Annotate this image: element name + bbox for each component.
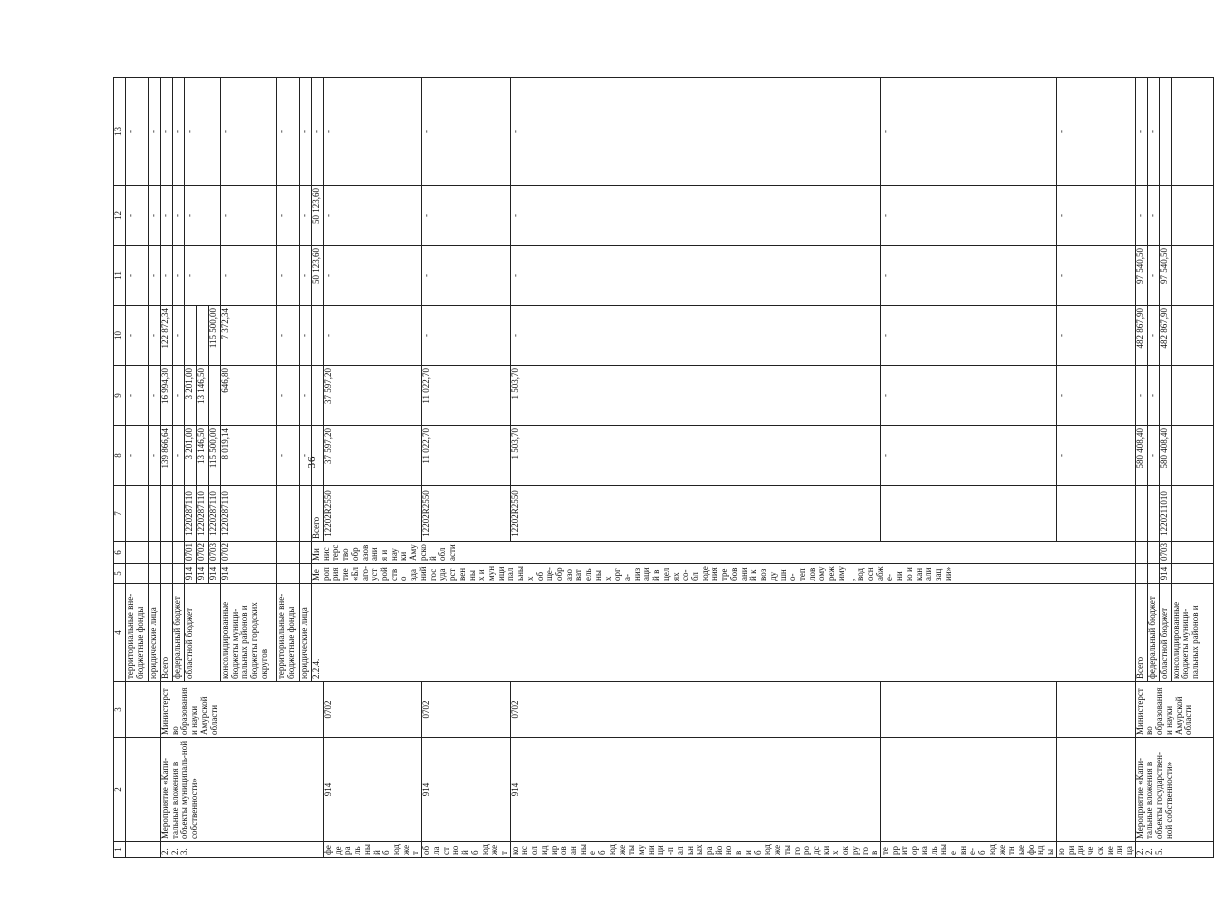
cell — [173, 486, 185, 542]
column-number: 2 — [114, 738, 126, 842]
cell — [1171, 426, 1213, 486]
source-label: областной бюджет — [422, 842, 510, 858]
cell — [161, 486, 173, 542]
rotated-table-wrapper — [113, 78, 1201, 858]
cell — [1159, 186, 1171, 246]
cell: - — [1056, 426, 1135, 486]
cell — [1171, 186, 1213, 246]
cell: - — [1147, 246, 1159, 306]
cell: - — [185, 246, 221, 306]
cell — [1135, 564, 1147, 584]
cell: - — [149, 78, 161, 186]
column-number: 4 — [114, 584, 126, 682]
cell: - — [149, 366, 161, 426]
cell — [185, 306, 197, 366]
cell: 13 146,50 — [197, 426, 209, 486]
column-number: 10 — [114, 306, 126, 366]
table-row — [1135, 78, 1147, 858]
source-label: территориальные вне-бюджетные фонды — [880, 842, 1056, 858]
cell: - — [173, 366, 185, 426]
cell: - — [126, 426, 149, 486]
table-row — [880, 78, 1056, 858]
measure-number: 2.2.5. — [1135, 842, 1213, 858]
source-label: территориальные вне-бюджетные фонды — [277, 584, 300, 682]
cell: 16 994,30 — [161, 366, 173, 426]
cell: - — [1147, 306, 1159, 366]
cell — [173, 542, 185, 564]
source-label: федеральный бюджет — [1147, 584, 1159, 682]
measure-name: Мероприятие «Капи-тальные вложения в объекты муниципаль-ной собственности» — [161, 738, 324, 842]
source-label: юридические лица — [1056, 842, 1135, 858]
cell: 122 872,34 — [161, 306, 173, 366]
cell: - — [510, 246, 880, 306]
cell: 914 — [1159, 564, 1171, 584]
cell: - — [277, 426, 300, 486]
measure-name: Мероприятие «Капи-тальные вложения в объекты государствен-ной собственности» — [1135, 738, 1213, 842]
cell: - — [1056, 366, 1135, 426]
cell: - — [880, 186, 1056, 246]
cell: - — [880, 306, 1056, 366]
cell: - — [277, 186, 300, 246]
cell: - — [1147, 426, 1159, 486]
cell: - — [1147, 78, 1159, 186]
cell: - — [161, 186, 173, 246]
cell: - — [126, 246, 149, 306]
cell: - — [221, 186, 277, 246]
cell — [1147, 542, 1159, 564]
cell — [1171, 366, 1213, 426]
cell: - — [422, 246, 510, 306]
cell: - — [422, 306, 510, 366]
cell: 914 — [422, 738, 510, 842]
cell: 580 408,40 — [1159, 426, 1171, 486]
cell: 12202R2550 — [324, 486, 422, 542]
cell: 1 503,70 — [510, 366, 880, 426]
cell: 1220287110 — [197, 486, 209, 542]
cell: - — [161, 246, 173, 306]
cell — [1171, 486, 1213, 542]
cell: - — [300, 246, 312, 306]
source-label: областной бюджет — [1159, 584, 1171, 682]
cell: 0701 — [185, 542, 197, 564]
cell: - — [510, 78, 880, 186]
source-label: федеральный бюджет — [324, 842, 422, 858]
cell — [161, 542, 173, 564]
cell: - — [1056, 186, 1135, 246]
source-label: областной бюджет — [185, 584, 221, 682]
cell — [173, 564, 185, 584]
cell: 1220211010 — [1159, 486, 1171, 542]
cell: 50 123,60 — [312, 246, 324, 306]
cell: - — [149, 306, 161, 366]
cell: - — [149, 426, 161, 486]
table-row — [510, 78, 880, 858]
source-label: Всего — [161, 584, 173, 682]
cell: - — [149, 186, 161, 246]
cell — [1135, 542, 1147, 564]
cell: 914 — [510, 738, 880, 842]
cell: - — [510, 306, 880, 366]
cell: - — [161, 78, 173, 186]
cell: 37 597,20 — [324, 366, 422, 426]
cell — [1171, 246, 1213, 306]
cell: - — [277, 78, 300, 186]
cell: - — [880, 426, 1056, 486]
cell: 97 540,50 — [1135, 246, 1147, 306]
cell: 580 408,40 — [1135, 426, 1147, 486]
cell: - — [173, 186, 185, 246]
cell: - — [300, 426, 312, 486]
column-number: 8 — [114, 426, 126, 486]
cell: - — [300, 78, 312, 186]
cell: - — [880, 246, 1056, 306]
cell: - — [324, 186, 422, 246]
column-number: 11 — [114, 246, 126, 306]
cell: - — [185, 186, 221, 246]
cell: - — [1147, 366, 1159, 426]
cell — [312, 306, 324, 366]
source-label: юридические лица — [149, 584, 161, 682]
cell: 914 — [209, 564, 221, 584]
page-number: 36 — [306, 455, 318, 469]
table-row — [161, 78, 173, 858]
source-label: консолидированные бюджеты муници-пальных районов и бюджеты городских округов — [510, 842, 880, 858]
cell — [1171, 306, 1213, 366]
cell: - — [324, 306, 422, 366]
column-number: 1 — [114, 842, 126, 858]
cell: - — [1056, 78, 1135, 186]
cell: 115 500,00 — [209, 306, 221, 366]
cell: - — [324, 78, 422, 186]
table-row — [422, 78, 510, 858]
table-row — [1056, 78, 1135, 858]
cell: - — [173, 246, 185, 306]
cell: 37 597,20 — [324, 426, 422, 486]
cell: - — [324, 246, 422, 306]
cell — [1135, 486, 1147, 542]
column-number: 3 — [114, 682, 126, 738]
cell: - — [312, 78, 324, 186]
cell: 1220287110 — [185, 486, 197, 542]
cell: 12202R2550 — [422, 486, 510, 542]
cell: 11 022,70 — [422, 426, 510, 486]
budget-table — [113, 77, 1214, 858]
cell — [312, 426, 324, 486]
cell: - — [422, 186, 510, 246]
cell: 13 146,50 — [197, 366, 209, 426]
cell: - — [880, 78, 1056, 186]
cell: 482 867,90 — [1159, 306, 1171, 366]
cell — [312, 366, 324, 426]
source-label: консолидированные бюджеты муници-пальных районов и — [1171, 584, 1213, 682]
cell: - — [880, 366, 1056, 426]
cell — [209, 366, 221, 426]
source-label: консолидированные бюджеты муници-пальных районов и бюджеты городских округов — [221, 584, 277, 682]
measure-number: 2.2.4. — [312, 584, 1136, 682]
measure-name: Мероприятие «Благо-устройство зданий государственных и муниципальных обще-образовательных орга-низаций в целях со-блюдения требований к воздушно-тепловому режиму, водоснабже-нию и канализации» — [312, 564, 1136, 584]
cell: 3 201,00 — [185, 366, 197, 426]
cell — [126, 738, 161, 842]
cell: 646,80 — [221, 366, 277, 426]
cell — [1159, 366, 1171, 426]
cell: 12202R2550 — [510, 486, 880, 542]
cell — [126, 682, 161, 738]
cell: 7 372,34 — [221, 306, 277, 366]
column-number-row — [114, 78, 126, 858]
cell — [161, 564, 173, 584]
cell: - — [185, 78, 221, 186]
measure-number: 2.2.3. — [161, 842, 324, 858]
cell: - — [173, 78, 185, 186]
cell: - — [126, 366, 149, 426]
cell: - — [149, 246, 161, 306]
column-number: 6 — [114, 542, 126, 564]
cell: 914 — [221, 564, 277, 584]
cell: 0703 — [1159, 542, 1171, 564]
cell — [1171, 78, 1213, 186]
cell: 0703 — [209, 542, 221, 564]
cell: - — [126, 306, 149, 366]
source-label: территориальные вне-бюджетные фонды — [126, 584, 149, 682]
cell: - — [1056, 306, 1135, 366]
cell: 3 201,00 — [185, 426, 197, 486]
cell: - — [1056, 246, 1135, 306]
cell: - — [221, 246, 277, 306]
cell: 0702 — [221, 542, 277, 564]
cell: 0702 — [197, 542, 209, 564]
cell: - — [126, 78, 149, 186]
source-label: федеральный бюджет — [173, 584, 185, 682]
column-number: 12 — [114, 186, 126, 246]
measure-executor: Министерство образования и науки Амурской области — [312, 542, 1136, 564]
source-label: Всего — [312, 486, 324, 542]
cell — [1147, 564, 1159, 584]
cell: - — [1135, 186, 1147, 246]
cell: 8 019,14 — [221, 426, 277, 486]
column-number: 13 — [114, 78, 126, 186]
cell: 0702 — [324, 682, 422, 738]
cell: - — [277, 366, 300, 426]
cell: 914 — [324, 738, 422, 842]
cell: 1220287110 — [209, 486, 221, 542]
cell: 115 500,00 — [209, 426, 221, 486]
cell: - — [300, 306, 312, 366]
cell: 50 123,60 — [312, 186, 324, 246]
cell: - — [221, 78, 277, 186]
cell: 1 503,70 — [510, 426, 880, 486]
cell: - — [510, 186, 880, 246]
cell: - — [300, 366, 312, 426]
cell: 0702 — [510, 682, 880, 738]
cell: - — [126, 186, 149, 246]
cell: - — [422, 78, 510, 186]
cell — [1147, 486, 1159, 542]
cell: 11 022,70 — [422, 366, 510, 426]
cell — [1159, 78, 1171, 186]
cell: - — [1147, 186, 1159, 246]
cell: - — [300, 186, 312, 246]
cell: 914 — [197, 564, 209, 584]
column-number: 9 — [114, 366, 126, 426]
column-number: 5 — [114, 564, 126, 584]
cell: 139 866,64 — [161, 426, 173, 486]
table-row — [324, 78, 422, 858]
table-row — [126, 78, 149, 858]
measure-executor: Министерство образования и науки Амурской области — [161, 682, 324, 738]
cell: - — [173, 426, 185, 486]
cell: - — [173, 306, 185, 366]
cell: 0702 — [422, 682, 510, 738]
cell — [1171, 542, 1213, 564]
cell: 1220287110 — [221, 486, 277, 542]
cell: - — [277, 306, 300, 366]
column-number: 7 — [114, 486, 126, 542]
measure-executor: Министерство образования и науки Амурской области — [1135, 682, 1213, 738]
cell: - — [1135, 78, 1147, 186]
cell: 914 — [185, 564, 197, 584]
cell — [126, 842, 161, 858]
cell: - — [1135, 366, 1147, 426]
cell — [1171, 564, 1213, 584]
cell: 97 540,50 — [1159, 246, 1171, 306]
source-label: юридические лица — [300, 584, 312, 682]
cell: - — [277, 246, 300, 306]
cell: 482 867,90 — [1135, 306, 1147, 366]
source-label: Всего — [1135, 584, 1147, 682]
cell — [197, 306, 209, 366]
